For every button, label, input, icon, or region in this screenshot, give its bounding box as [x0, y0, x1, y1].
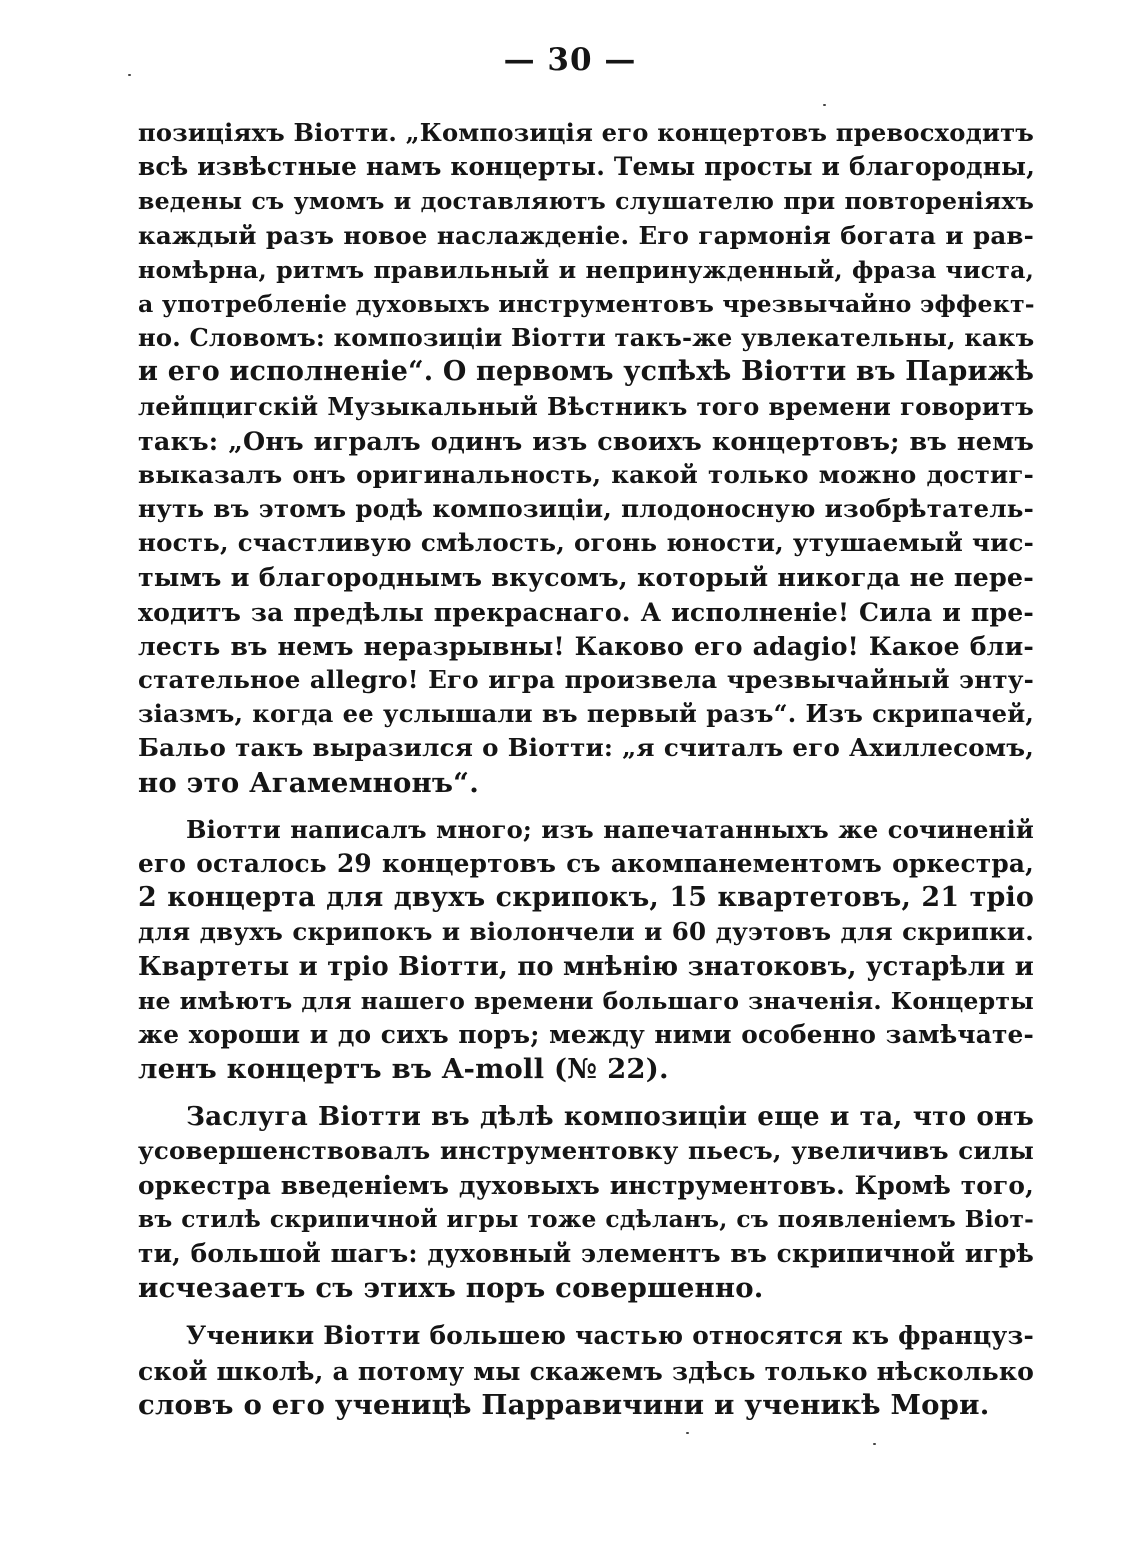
text-line: 2 концерта для двухъ скрипокъ, 15 квартетовъ, 21 тріо: [138, 882, 1034, 914]
text-line: каждый разъ новое наслажденіе. Его гармонія богата и рав-: [138, 220, 1034, 250]
text-line: въ стилѣ скрипичной игры тоже сдѣланъ, съ появленіемъ Віот-: [138, 1205, 1034, 1233]
paragraph-viotti-merit: [138, 1100, 1034, 1305]
text-line: усовершенствовалъ инструментовку пьесъ, увеличивъ силы: [138, 1136, 1034, 1166]
text-line: а употребленіе духовыхъ инструментовъ чрезвычайно эффект-: [138, 289, 1035, 318]
print-speck: [823, 104, 826, 106]
text-line: исчезаетъ съ этихъ поръ совершенно.: [138, 1272, 764, 1305]
text-line: всѣ извѣстные намъ концерты. Темы просты и благородны,: [138, 152, 1036, 182]
text-line: лесть въ немъ неразрывны! Каково его adagio! Какое бли-: [138, 630, 1034, 661]
text-line: позиціяхъ Віотти. „Композиція его концертовъ превосходитъ: [138, 118, 1035, 147]
text-line: но. Словомъ: композиціи Віотти такъ-же увлекательны, какъ: [138, 323, 1035, 353]
text-line: такъ: „Онъ игралъ одинъ изъ своихъ концертовъ; въ немъ: [138, 425, 1034, 456]
body-text: [138, 116, 1034, 1422]
text-line: но это Агамемнонъ“.: [138, 766, 479, 799]
text-line: ность, счастливую смѣлость, огонь юности, утушаемый чис-: [138, 528, 1034, 558]
paragraph-viotti-works: [138, 813, 1034, 1087]
text-line: ведены съ умомъ и доставляютъ слушателю при повтореніяхъ: [138, 187, 1034, 216]
text-line: тымъ и благороднымъ вкусомъ, который никогда не пере-: [138, 562, 1034, 593]
text-line: номѣрна, ритмъ правильный и непринужденный, фраза чиста,: [138, 255, 1034, 284]
text-line: Заслуга Віотти въ дѣлѣ композиціи еще и та, что онъ: [186, 1101, 1034, 1133]
text-line: стательное allegro! Его игра произвела чрезвычайный энту-: [138, 665, 1034, 694]
text-line: не имѣютъ для нашего времени большаго значенія. Концерты: [138, 986, 1034, 1015]
text-line: оркестра введеніемъ духовыхъ инструментовъ. Кромѣ того,: [138, 1170, 1034, 1200]
text-line: зіазмъ, когда ее услышали въ первый разъ“. Изъ скрипачей,: [138, 699, 1034, 729]
print-speck: [128, 74, 131, 76]
text-line: Віотти написалъ много; изъ напечатанныхъ же сочиненій: [186, 814, 1034, 844]
text-line: ходитъ за предѣлы прекраснаго. А исполненіе! Сила и пре-: [138, 596, 1034, 627]
text-line: нуть въ этомъ родѣ композиціи, плодоносную изобрѣтатель-: [138, 494, 1034, 524]
text-line: и его исполненіе“. О первомъ успѣхѣ Віотти въ Парижѣ: [138, 356, 1035, 388]
text-line: Квартеты и тріо Віотти, по мнѣнію знатоковъ, устарѣли и: [138, 951, 1034, 982]
text-line: ленъ концертъ въ A-moll (№ 22).: [138, 1053, 669, 1086]
text-line: Ученики Віотти большею частью относятся къ француз-: [186, 1321, 1034, 1351]
text-line: Бальо такъ выразился о Віотти: „я считалъ его Ахиллесомъ,: [138, 733, 1034, 763]
page-number: — 30 —: [503, 42, 637, 78]
paragraph-viotti-students: [138, 1319, 1034, 1422]
text-line: выказалъ онъ оригинальность, какой только можно достиг-: [138, 459, 1034, 489]
print-speck: [686, 1432, 689, 1434]
text-line: же хороши и до сихъ поръ; между ними особенно замѣчате-: [138, 1019, 1034, 1049]
text-line: для двухъ скрипокъ и віолончели и 60 дуэтовъ для скрипки.: [138, 917, 1034, 947]
paragraph-viotti-compositions: [138, 116, 1034, 800]
text-line: лейпцигскій Музыкальный Вѣстникъ того времени говоритъ: [138, 391, 1034, 421]
text-line: ти, большой шагъ: духовный элементъ въ скрипичной игрѣ: [138, 1239, 1034, 1268]
print-speck: [873, 1443, 876, 1445]
text-line: словъ о его ученицѣ Парравичини и ученикѣ Мори.: [138, 1388, 990, 1421]
text-line: ской школѣ, а потому мы скажемъ здѣсь только нѣсколько: [138, 1355, 1035, 1386]
text-line: его осталось 29 концертовъ съ акомпанементомъ оркестра,: [138, 848, 1034, 878]
